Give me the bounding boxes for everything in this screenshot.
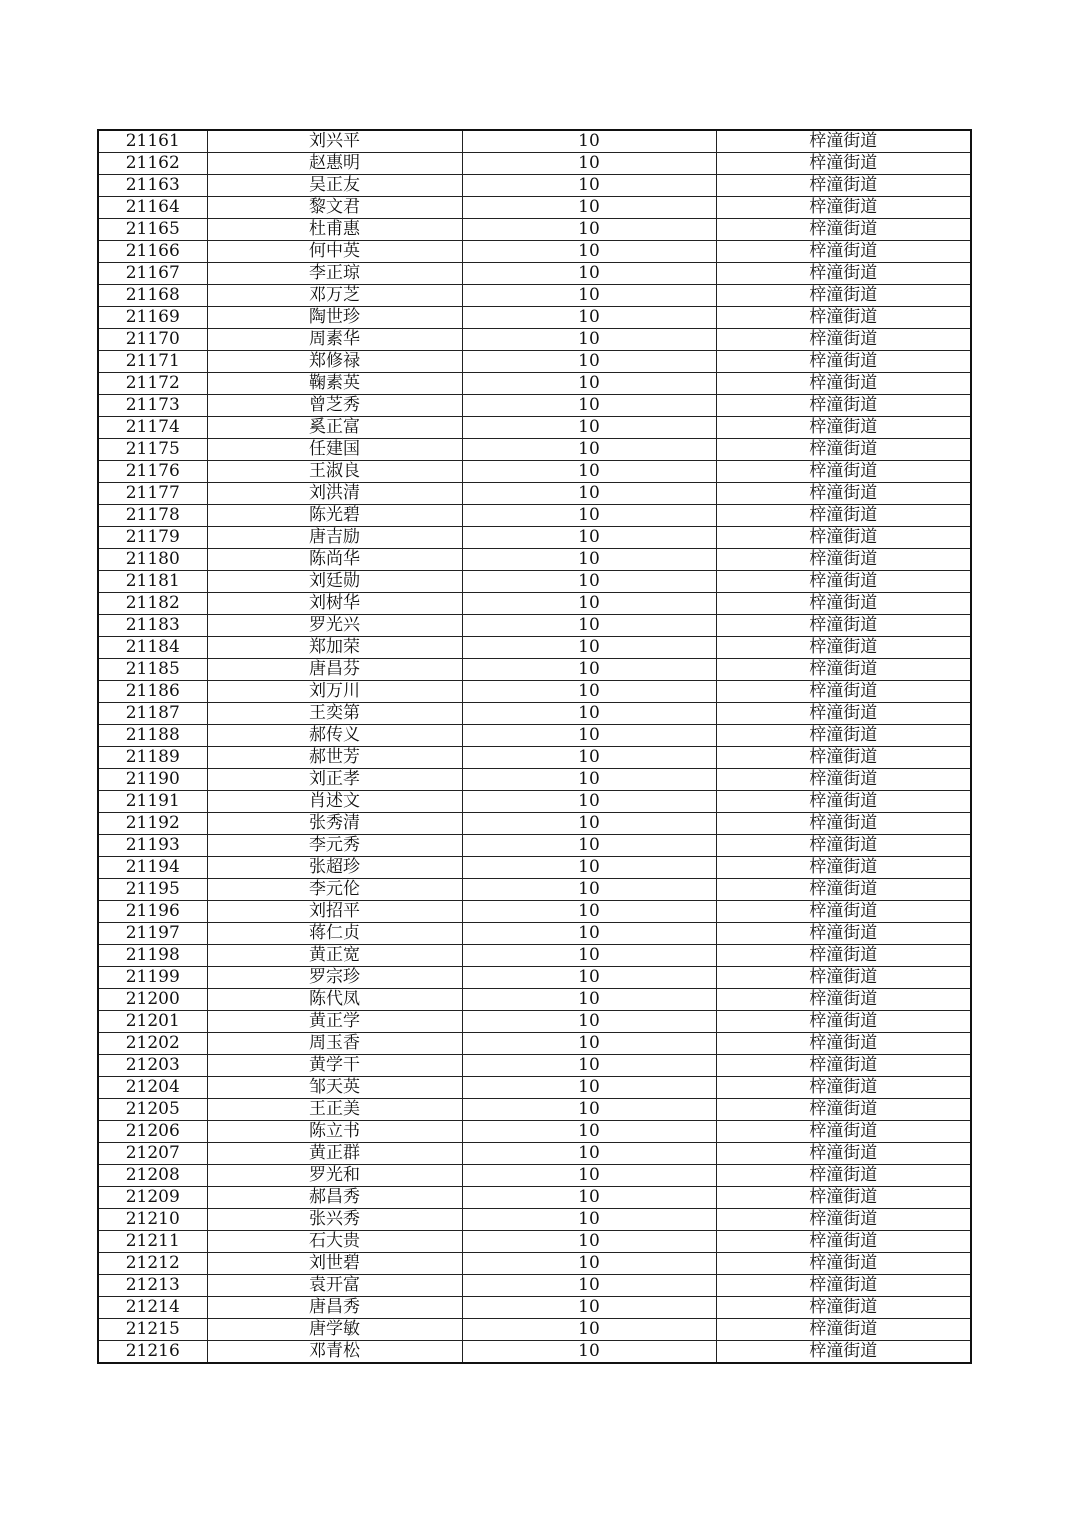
row-number-cell: 21177	[98, 483, 207, 505]
name-cell: 蒋仁贞	[207, 923, 462, 945]
row-number-cell: 21194	[98, 857, 207, 879]
row-number-cell: 21203	[98, 1055, 207, 1077]
amount-cell: 10	[462, 439, 716, 461]
amount-cell: 10	[462, 747, 716, 769]
amount-cell: 10	[462, 901, 716, 923]
row-number-cell: 21161	[98, 130, 207, 153]
amount-cell: 10	[462, 1011, 716, 1033]
table-row	[98, 549, 971, 571]
area-cell: 梓潼街道	[716, 945, 971, 967]
name-cell: 王淑良	[207, 461, 462, 483]
table-row	[98, 351, 971, 373]
row-number-cell: 21214	[98, 1297, 207, 1319]
table-row	[98, 769, 971, 791]
name-cell: 李正琼	[207, 263, 462, 285]
name-cell: 李元伦	[207, 879, 462, 901]
area-cell: 梓潼街道	[716, 197, 971, 219]
table-row	[98, 1077, 971, 1099]
amount-cell: 10	[462, 923, 716, 945]
name-cell: 郝昌秀	[207, 1187, 462, 1209]
amount-cell: 10	[462, 703, 716, 725]
amount-cell: 10	[462, 637, 716, 659]
amount-cell: 10	[462, 725, 716, 747]
amount-cell: 10	[462, 593, 716, 615]
name-cell: 刘正孝	[207, 769, 462, 791]
table-row	[98, 703, 971, 725]
table-row	[98, 835, 971, 857]
area-cell: 梓潼街道	[716, 703, 971, 725]
area-cell: 梓潼街道	[716, 395, 971, 417]
amount-cell: 10	[462, 615, 716, 637]
amount-cell: 10	[462, 505, 716, 527]
name-cell: 罗宗珍	[207, 967, 462, 989]
table-row	[98, 417, 971, 439]
table-row	[98, 1121, 971, 1143]
row-number-cell: 21182	[98, 593, 207, 615]
amount-cell: 10	[462, 1033, 716, 1055]
amount-cell: 10	[462, 549, 716, 571]
row-number-cell: 21181	[98, 571, 207, 593]
row-number-cell: 21187	[98, 703, 207, 725]
name-cell: 黄学干	[207, 1055, 462, 1077]
amount-cell: 10	[462, 351, 716, 373]
name-cell: 刘招平	[207, 901, 462, 923]
table-row	[98, 1011, 971, 1033]
row-number-cell: 21196	[98, 901, 207, 923]
row-number-cell: 21199	[98, 967, 207, 989]
row-number-cell: 21208	[98, 1165, 207, 1187]
area-cell: 梓潼街道	[716, 1275, 971, 1297]
row-number-cell: 21172	[98, 373, 207, 395]
area-cell: 梓潼街道	[716, 373, 971, 395]
name-cell: 曾芝秀	[207, 395, 462, 417]
row-number-cell: 21175	[98, 439, 207, 461]
name-cell: 吴正友	[207, 175, 462, 197]
area-cell: 梓潼街道	[716, 571, 971, 593]
row-number-cell: 21168	[98, 285, 207, 307]
amount-cell: 10	[462, 945, 716, 967]
row-number-cell: 21202	[98, 1033, 207, 1055]
area-cell: 梓潼街道	[716, 1231, 971, 1253]
name-cell: 刘廷勋	[207, 571, 462, 593]
table-row	[98, 857, 971, 879]
row-number-cell: 21207	[98, 1143, 207, 1165]
amount-cell: 10	[462, 1099, 716, 1121]
row-number-cell: 21193	[98, 835, 207, 857]
name-cell: 王正美	[207, 1099, 462, 1121]
name-cell: 肖述文	[207, 791, 462, 813]
amount-cell: 10	[462, 1297, 716, 1319]
name-cell: 黄正学	[207, 1011, 462, 1033]
row-number-cell: 21201	[98, 1011, 207, 1033]
amount-cell: 10	[462, 241, 716, 263]
name-cell: 王奕第	[207, 703, 462, 725]
name-cell: 郝世芳	[207, 747, 462, 769]
row-number-cell: 21200	[98, 989, 207, 1011]
row-number-cell: 21170	[98, 329, 207, 351]
row-number-cell: 21209	[98, 1187, 207, 1209]
table-row	[98, 197, 971, 219]
area-cell: 梓潼街道	[716, 351, 971, 373]
name-cell: 何中英	[207, 241, 462, 263]
area-cell: 梓潼街道	[716, 681, 971, 703]
table-row	[98, 527, 971, 549]
amount-cell: 10	[462, 1143, 716, 1165]
amount-cell: 10	[462, 285, 716, 307]
area-cell: 梓潼街道	[716, 439, 971, 461]
name-cell: 张超珍	[207, 857, 462, 879]
row-number-cell: 21173	[98, 395, 207, 417]
table-row	[98, 1319, 971, 1341]
table-row	[98, 1143, 971, 1165]
row-number-cell: 21204	[98, 1077, 207, 1099]
amount-cell: 10	[462, 1187, 716, 1209]
area-cell: 梓潼街道	[716, 153, 971, 175]
name-cell: 陈光碧	[207, 505, 462, 527]
table-row	[98, 1187, 971, 1209]
table-row	[98, 1253, 971, 1275]
amount-cell: 10	[462, 219, 716, 241]
name-cell: 赵惠明	[207, 153, 462, 175]
amount-cell: 10	[462, 197, 716, 219]
table-row	[98, 1209, 971, 1231]
name-cell: 邓青松	[207, 1341, 462, 1364]
row-number-cell: 21190	[98, 769, 207, 791]
area-cell: 梓潼街道	[716, 417, 971, 439]
amount-cell: 10	[462, 395, 716, 417]
amount-cell: 10	[462, 879, 716, 901]
table-row	[98, 637, 971, 659]
amount-cell: 10	[462, 571, 716, 593]
name-cell: 袁开富	[207, 1275, 462, 1297]
area-cell: 梓潼街道	[716, 769, 971, 791]
table-row	[98, 1231, 971, 1253]
area-cell: 梓潼街道	[716, 659, 971, 681]
name-cell: 刘世碧	[207, 1253, 462, 1275]
amount-cell: 10	[462, 1253, 716, 1275]
name-cell: 唐吉励	[207, 527, 462, 549]
table-row	[98, 1341, 971, 1364]
table-row	[98, 923, 971, 945]
area-cell: 梓潼街道	[716, 747, 971, 769]
table-row	[98, 967, 971, 989]
area-cell: 梓潼街道	[716, 175, 971, 197]
area-cell: 梓潼街道	[716, 307, 971, 329]
area-cell: 梓潼街道	[716, 1011, 971, 1033]
name-cell: 郝传义	[207, 725, 462, 747]
amount-cell: 10	[462, 1231, 716, 1253]
area-cell: 梓潼街道	[716, 505, 971, 527]
row-number-cell: 21192	[98, 813, 207, 835]
area-cell: 梓潼街道	[716, 593, 971, 615]
table-row	[98, 615, 971, 637]
name-cell: 黎文君	[207, 197, 462, 219]
area-cell: 梓潼街道	[716, 1187, 971, 1209]
table-row	[98, 681, 971, 703]
amount-cell: 10	[462, 1077, 716, 1099]
amount-cell: 10	[462, 989, 716, 1011]
name-cell: 邓万芝	[207, 285, 462, 307]
name-cell: 周素华	[207, 329, 462, 351]
table-row	[98, 373, 971, 395]
name-cell: 鞠素英	[207, 373, 462, 395]
amount-cell: 10	[462, 1165, 716, 1187]
row-number-cell: 21210	[98, 1209, 207, 1231]
row-number-cell: 21197	[98, 923, 207, 945]
name-cell: 杜甫惠	[207, 219, 462, 241]
table-row	[98, 329, 971, 351]
row-number-cell: 21215	[98, 1319, 207, 1341]
table-row	[98, 813, 971, 835]
roster-table	[97, 129, 972, 1364]
amount-cell: 10	[462, 483, 716, 505]
row-number-cell: 21205	[98, 1099, 207, 1121]
amount-cell: 10	[462, 527, 716, 549]
row-number-cell: 21183	[98, 615, 207, 637]
row-number-cell: 21186	[98, 681, 207, 703]
area-cell: 梓潼街道	[716, 967, 971, 989]
name-cell: 唐昌芬	[207, 659, 462, 681]
name-cell: 罗光和	[207, 1165, 462, 1187]
amount-cell: 10	[462, 1341, 716, 1364]
row-number-cell: 21212	[98, 1253, 207, 1275]
amount-cell: 10	[462, 857, 716, 879]
area-cell: 梓潼街道	[716, 461, 971, 483]
amount-cell: 10	[462, 813, 716, 835]
area-cell: 梓潼街道	[716, 219, 971, 241]
amount-cell: 10	[462, 681, 716, 703]
name-cell: 黄正宽	[207, 945, 462, 967]
name-cell: 邹天英	[207, 1077, 462, 1099]
name-cell: 陶世珍	[207, 307, 462, 329]
table-row	[98, 659, 971, 681]
row-number-cell: 21167	[98, 263, 207, 285]
table-row	[98, 879, 971, 901]
table-row	[98, 1165, 971, 1187]
area-cell: 梓潼街道	[716, 241, 971, 263]
row-number-cell: 21174	[98, 417, 207, 439]
amount-cell: 10	[462, 175, 716, 197]
row-number-cell: 21176	[98, 461, 207, 483]
table-row	[98, 1297, 971, 1319]
row-number-cell: 21198	[98, 945, 207, 967]
area-cell: 梓潼街道	[716, 1033, 971, 1055]
amount-cell: 10	[462, 967, 716, 989]
amount-cell: 10	[462, 373, 716, 395]
row-number-cell: 21188	[98, 725, 207, 747]
table-row	[98, 901, 971, 923]
name-cell: 刘洪清	[207, 483, 462, 505]
row-number-cell: 21171	[98, 351, 207, 373]
name-cell: 张秀清	[207, 813, 462, 835]
row-number-cell: 21206	[98, 1121, 207, 1143]
table-row	[98, 307, 971, 329]
roster-table-body	[98, 130, 971, 1363]
amount-cell: 10	[462, 130, 716, 153]
area-cell: 梓潼街道	[716, 1253, 971, 1275]
area-cell: 梓潼街道	[716, 725, 971, 747]
table-row	[98, 989, 971, 1011]
area-cell: 梓潼街道	[716, 857, 971, 879]
area-cell: 梓潼街道	[716, 637, 971, 659]
row-number-cell: 21163	[98, 175, 207, 197]
area-cell: 梓潼街道	[716, 1341, 971, 1364]
name-cell: 刘万川	[207, 681, 462, 703]
amount-cell: 10	[462, 1275, 716, 1297]
area-cell: 梓潼街道	[716, 835, 971, 857]
area-cell: 梓潼街道	[716, 130, 971, 153]
table-row	[98, 1099, 971, 1121]
row-number-cell: 21185	[98, 659, 207, 681]
name-cell: 黄正群	[207, 1143, 462, 1165]
area-cell: 梓潼街道	[716, 1121, 971, 1143]
table-row	[98, 153, 971, 175]
table-row	[98, 945, 971, 967]
row-number-cell: 21184	[98, 637, 207, 659]
area-cell: 梓潼街道	[716, 1143, 971, 1165]
name-cell: 陈尚华	[207, 549, 462, 571]
area-cell: 梓潼街道	[716, 1165, 971, 1187]
table-row	[98, 395, 971, 417]
amount-cell: 10	[462, 1319, 716, 1341]
area-cell: 梓潼街道	[716, 1319, 971, 1341]
row-number-cell: 21180	[98, 549, 207, 571]
table-row	[98, 791, 971, 813]
table-row	[98, 1033, 971, 1055]
area-cell: 梓潼街道	[716, 1209, 971, 1231]
area-cell: 梓潼街道	[716, 1099, 971, 1121]
name-cell: 周玉香	[207, 1033, 462, 1055]
name-cell: 任建国	[207, 439, 462, 461]
area-cell: 梓潼街道	[716, 989, 971, 1011]
table-row	[98, 505, 971, 527]
row-number-cell: 21164	[98, 197, 207, 219]
name-cell: 李元秀	[207, 835, 462, 857]
table-row	[98, 439, 971, 461]
name-cell: 罗光兴	[207, 615, 462, 637]
name-cell: 郑修禄	[207, 351, 462, 373]
area-cell: 梓潼街道	[716, 879, 971, 901]
amount-cell: 10	[462, 769, 716, 791]
row-number-cell: 21162	[98, 153, 207, 175]
name-cell: 张兴秀	[207, 1209, 462, 1231]
table-row	[98, 130, 971, 153]
row-number-cell: 21169	[98, 307, 207, 329]
table-row	[98, 285, 971, 307]
area-cell: 梓潼街道	[716, 813, 971, 835]
area-cell: 梓潼街道	[716, 483, 971, 505]
name-cell: 郑加荣	[207, 637, 462, 659]
table-row	[98, 461, 971, 483]
amount-cell: 10	[462, 659, 716, 681]
table-row	[98, 1055, 971, 1077]
row-number-cell: 21195	[98, 879, 207, 901]
amount-cell: 10	[462, 1055, 716, 1077]
name-cell: 陈立书	[207, 1121, 462, 1143]
row-number-cell: 21178	[98, 505, 207, 527]
area-cell: 梓潼街道	[716, 923, 971, 945]
table-row	[98, 593, 971, 615]
amount-cell: 10	[462, 417, 716, 439]
area-cell: 梓潼街道	[716, 1077, 971, 1099]
table-row	[98, 725, 971, 747]
amount-cell: 10	[462, 307, 716, 329]
name-cell: 刘树华	[207, 593, 462, 615]
amount-cell: 10	[462, 835, 716, 857]
row-number-cell: 21179	[98, 527, 207, 549]
area-cell: 梓潼街道	[716, 285, 971, 307]
area-cell: 梓潼街道	[716, 1055, 971, 1077]
name-cell: 刘兴平	[207, 130, 462, 153]
row-number-cell: 21189	[98, 747, 207, 769]
amount-cell: 10	[462, 1209, 716, 1231]
name-cell: 石大贵	[207, 1231, 462, 1253]
table-row	[98, 219, 971, 241]
area-cell: 梓潼街道	[716, 549, 971, 571]
area-cell: 梓潼街道	[716, 791, 971, 813]
row-number-cell: 21216	[98, 1341, 207, 1364]
table-row	[98, 483, 971, 505]
table-row	[98, 175, 971, 197]
amount-cell: 10	[462, 1121, 716, 1143]
table-row	[98, 1275, 971, 1297]
name-cell: 唐学敏	[207, 1319, 462, 1341]
amount-cell: 10	[462, 791, 716, 813]
row-number-cell: 21211	[98, 1231, 207, 1253]
row-number-cell: 21213	[98, 1275, 207, 1297]
name-cell: 陈代凤	[207, 989, 462, 1011]
table-row	[98, 747, 971, 769]
amount-cell: 10	[462, 153, 716, 175]
row-number-cell: 21165	[98, 219, 207, 241]
area-cell: 梓潼街道	[716, 615, 971, 637]
area-cell: 梓潼街道	[716, 329, 971, 351]
area-cell: 梓潼街道	[716, 527, 971, 549]
table-row	[98, 263, 971, 285]
row-number-cell: 21166	[98, 241, 207, 263]
area-cell: 梓潼街道	[716, 1297, 971, 1319]
amount-cell: 10	[462, 263, 716, 285]
table-row	[98, 571, 971, 593]
row-number-cell: 21191	[98, 791, 207, 813]
amount-cell: 10	[462, 329, 716, 351]
area-cell: 梓潼街道	[716, 263, 971, 285]
name-cell: 奚正富	[207, 417, 462, 439]
name-cell: 唐昌秀	[207, 1297, 462, 1319]
table-row	[98, 241, 971, 263]
area-cell: 梓潼街道	[716, 901, 971, 923]
amount-cell: 10	[462, 461, 716, 483]
